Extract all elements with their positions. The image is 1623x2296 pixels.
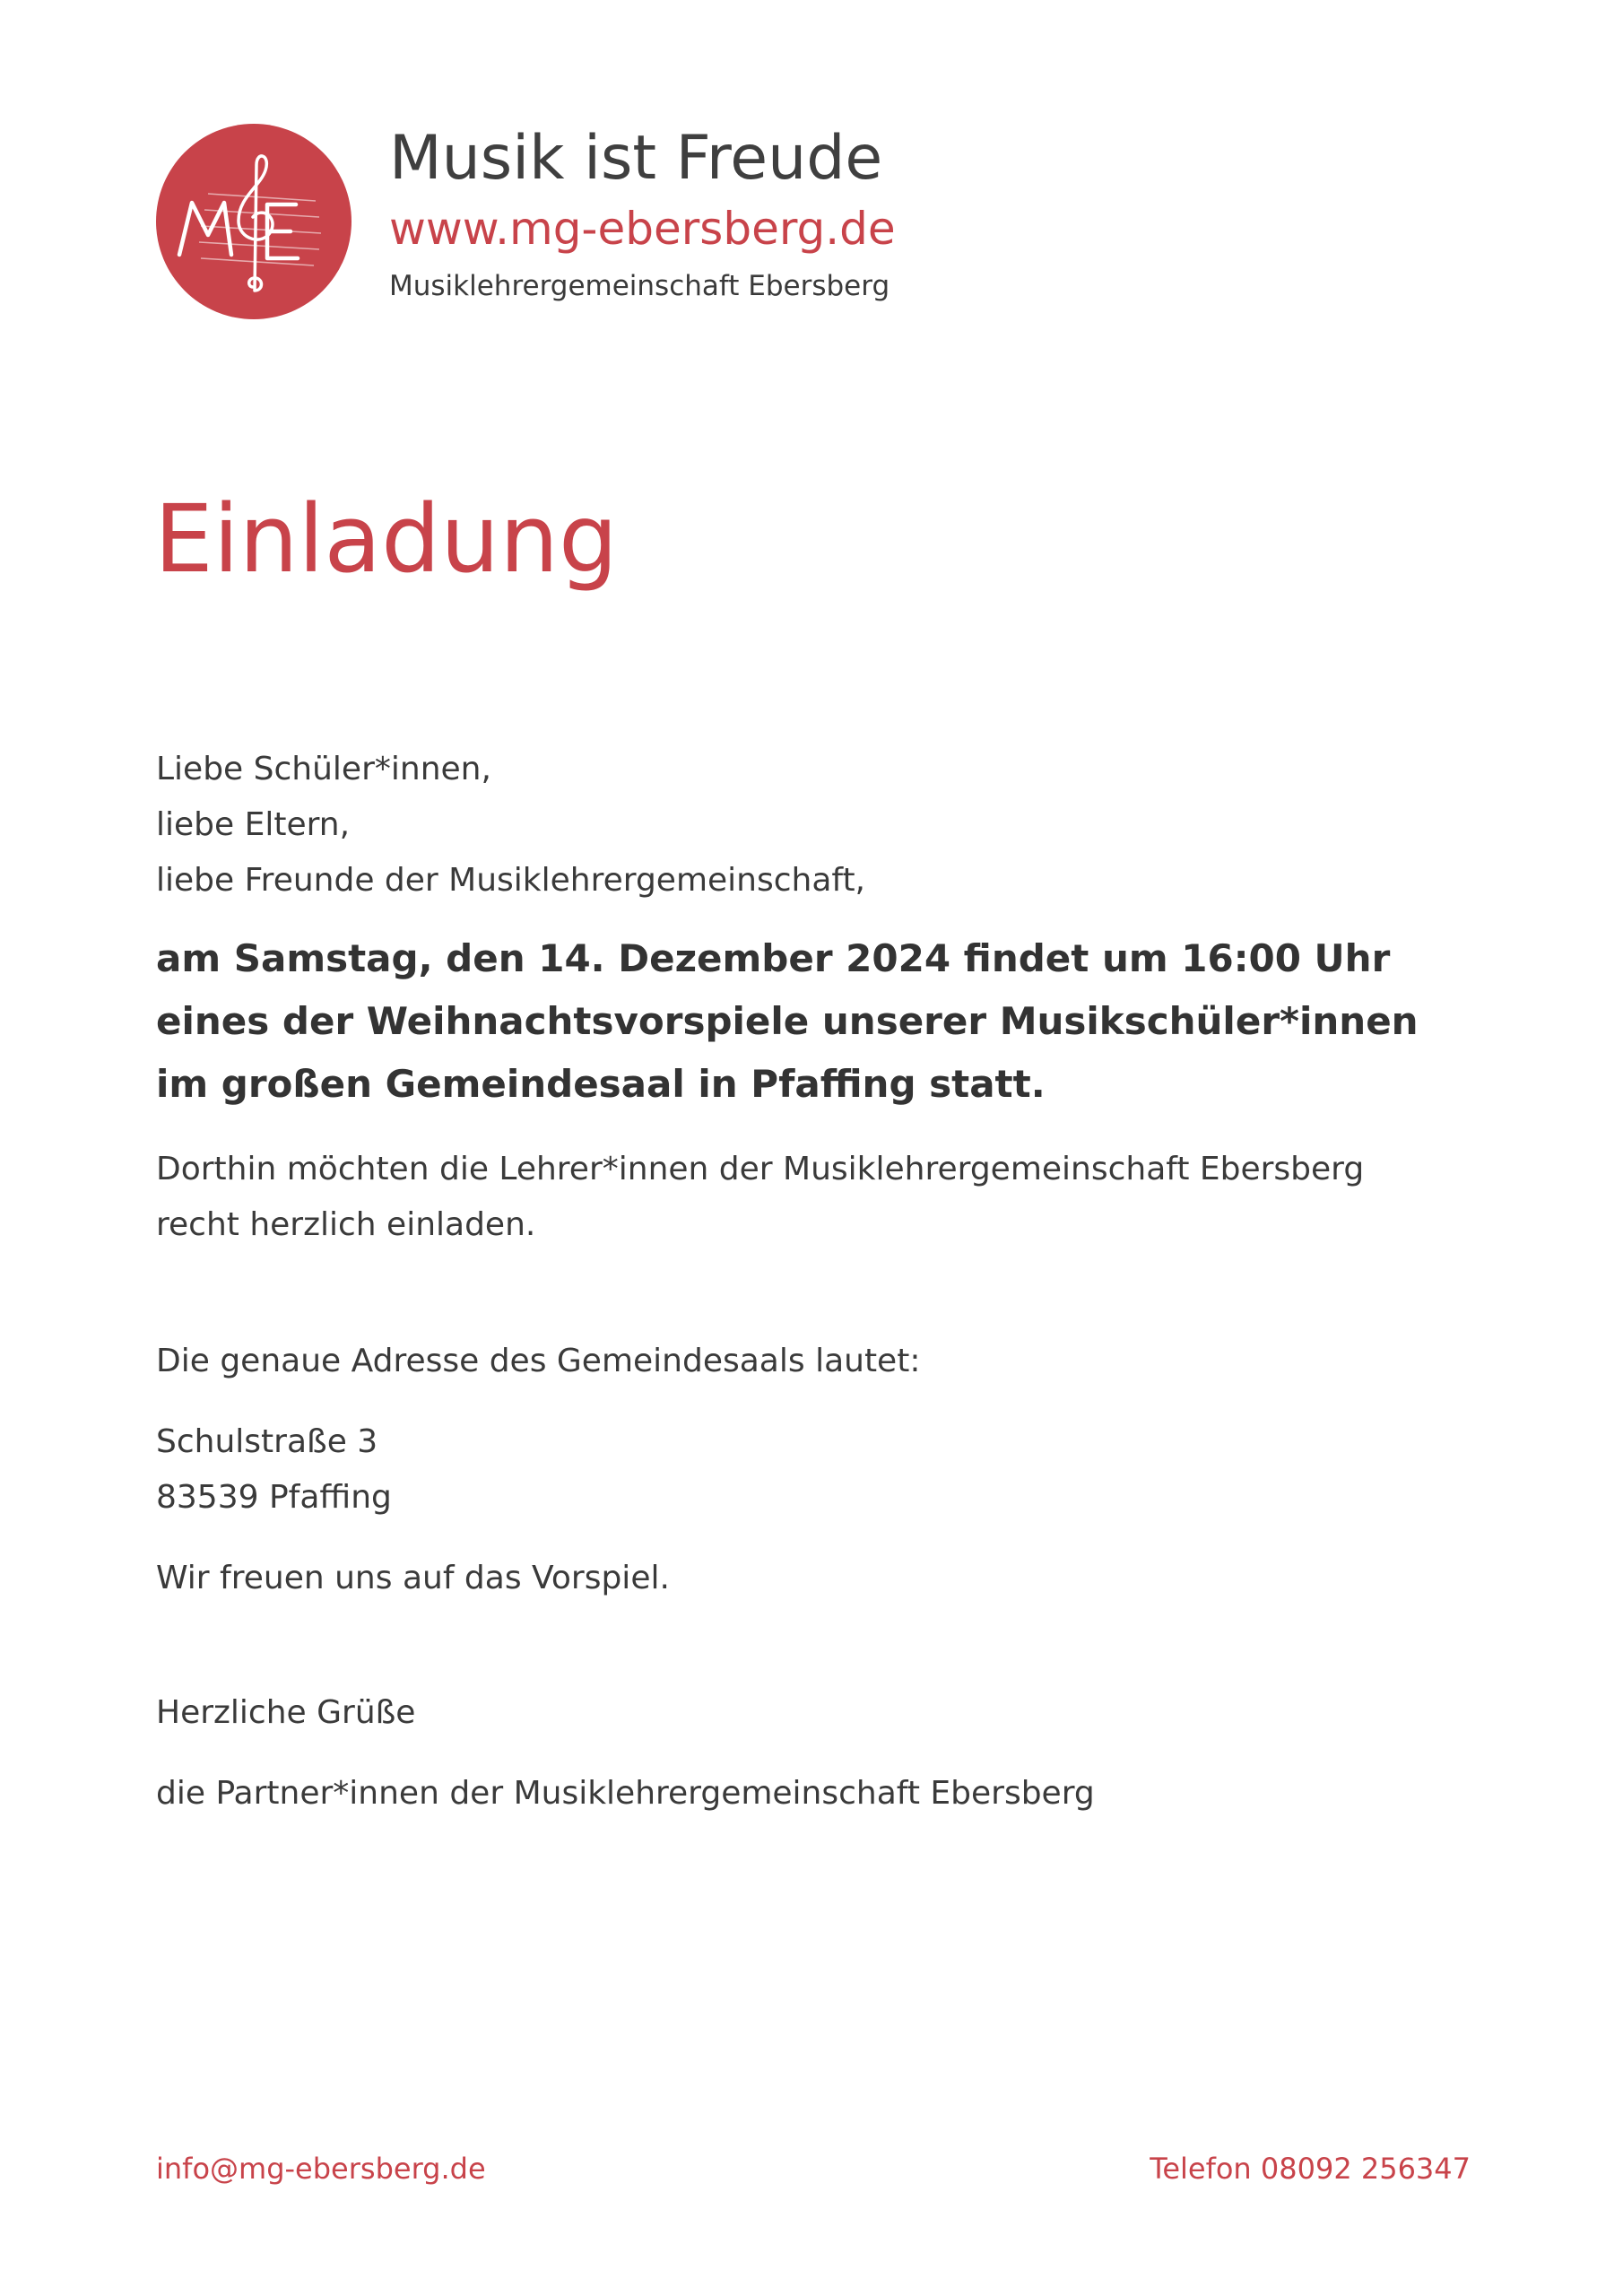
address-city: 83539 Pfaffing xyxy=(156,1479,392,1516)
announcement-line: im großen Gemeindesaal in Pfaffing statt. xyxy=(156,1062,1046,1106)
brand-name: Musik ist Freude xyxy=(389,123,883,194)
closing-note: Wir freuen uns auf das Vorspiel. xyxy=(156,1560,670,1596)
page-title: Einladung xyxy=(154,484,619,594)
announcement-line: am Samstag, den 14. Dezember 2024 findet um 16:00 Uhr xyxy=(156,936,1391,980)
website-link[interactable]: www.mg-ebersberg.de xyxy=(389,203,896,255)
salutation-line: Liebe Schüler*innen, xyxy=(156,751,491,787)
announcement-line: eines der Weihnachtsvorspiele unserer Musikschüler*innen xyxy=(156,999,1419,1043)
greeting: Herzliche Grüße xyxy=(156,1694,416,1731)
invitation-line: recht herzlich einladen. xyxy=(156,1206,536,1243)
address-street: Schulstraße 3 xyxy=(156,1423,378,1460)
footer-phone: Telefon 08092 256347 xyxy=(1150,2152,1471,2186)
salutation-line: liebe Eltern, xyxy=(156,806,351,843)
address-intro: Die genaue Adresse des Gemeindesaals lautet: xyxy=(156,1343,921,1379)
mge-logo-icon xyxy=(156,124,352,319)
signature: die Partner*innen der Musiklehrergemeinschaft Ebersberg xyxy=(156,1775,1095,1812)
footer-email-link[interactable]: info@mg-ebersberg.de xyxy=(156,2152,486,2186)
invitation-line: Dorthin möchten die Lehrer*innen der Musiklehrergemeinschaft Ebersberg xyxy=(156,1151,1365,1187)
salutation-line: liebe Freunde der Musiklehrergemeinschaft, xyxy=(156,862,865,899)
organization-name: Musiklehrergemeinschaft Ebersberg xyxy=(389,270,890,302)
